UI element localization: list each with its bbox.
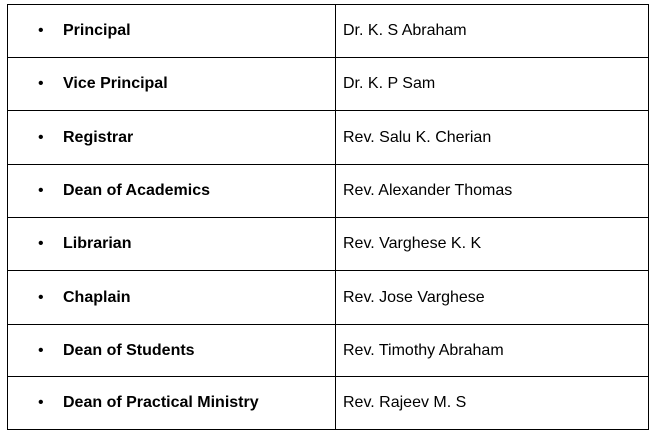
table-row [8, 377, 649, 430]
table-row [8, 111, 649, 165]
role-label: Principal [63, 22, 131, 39]
bullet-icon: • [38, 288, 44, 306]
role-cell [8, 5, 336, 58]
table-row [8, 5, 649, 58]
role-cell [8, 271, 336, 325]
staff-table [7, 4, 649, 430]
name-cell: Rev. Varghese K. K [336, 218, 649, 271]
role-cell [8, 165, 336, 218]
name-cell: Rev. Rajeev M. S [336, 377, 649, 430]
role-label: Chaplain [63, 288, 131, 306]
table-row [8, 325, 649, 377]
table-row [8, 218, 649, 271]
role-label: Vice Principal [63, 75, 168, 92]
bullet-icon: • [38, 341, 44, 359]
role-label: Dean of Students [63, 341, 195, 359]
role-label: Librarian [63, 235, 132, 252]
role-cell [8, 58, 336, 111]
table-row [8, 58, 649, 111]
bullet-icon: • [38, 235, 44, 252]
role-label: Dean of Practical Ministry [63, 394, 259, 411]
name-cell: Rev. Jose Varghese [336, 271, 649, 325]
role-label: Registrar [63, 128, 134, 146]
role-cell [8, 218, 336, 271]
table-row [8, 165, 649, 218]
bullet-icon: • [38, 128, 44, 146]
name-cell: Dr. K. S Abraham [336, 5, 649, 58]
bullet-icon: • [38, 22, 44, 39]
name-cell: Rev. Salu K. Cherian [336, 111, 649, 165]
name-cell: Rev. Timothy Abraham [336, 325, 649, 377]
role-cell [8, 111, 336, 165]
role-cell [8, 377, 336, 430]
bullet-icon: • [38, 394, 44, 411]
role-label: Dean of Academics [63, 182, 211, 199]
table-row [8, 271, 649, 325]
bullet-icon: • [38, 75, 44, 92]
role-cell [8, 325, 336, 377]
bullet-icon: • [38, 182, 44, 199]
name-cell: Rev. Alexander Thomas [336, 165, 649, 218]
name-cell: Dr. K. P Sam [336, 58, 649, 111]
